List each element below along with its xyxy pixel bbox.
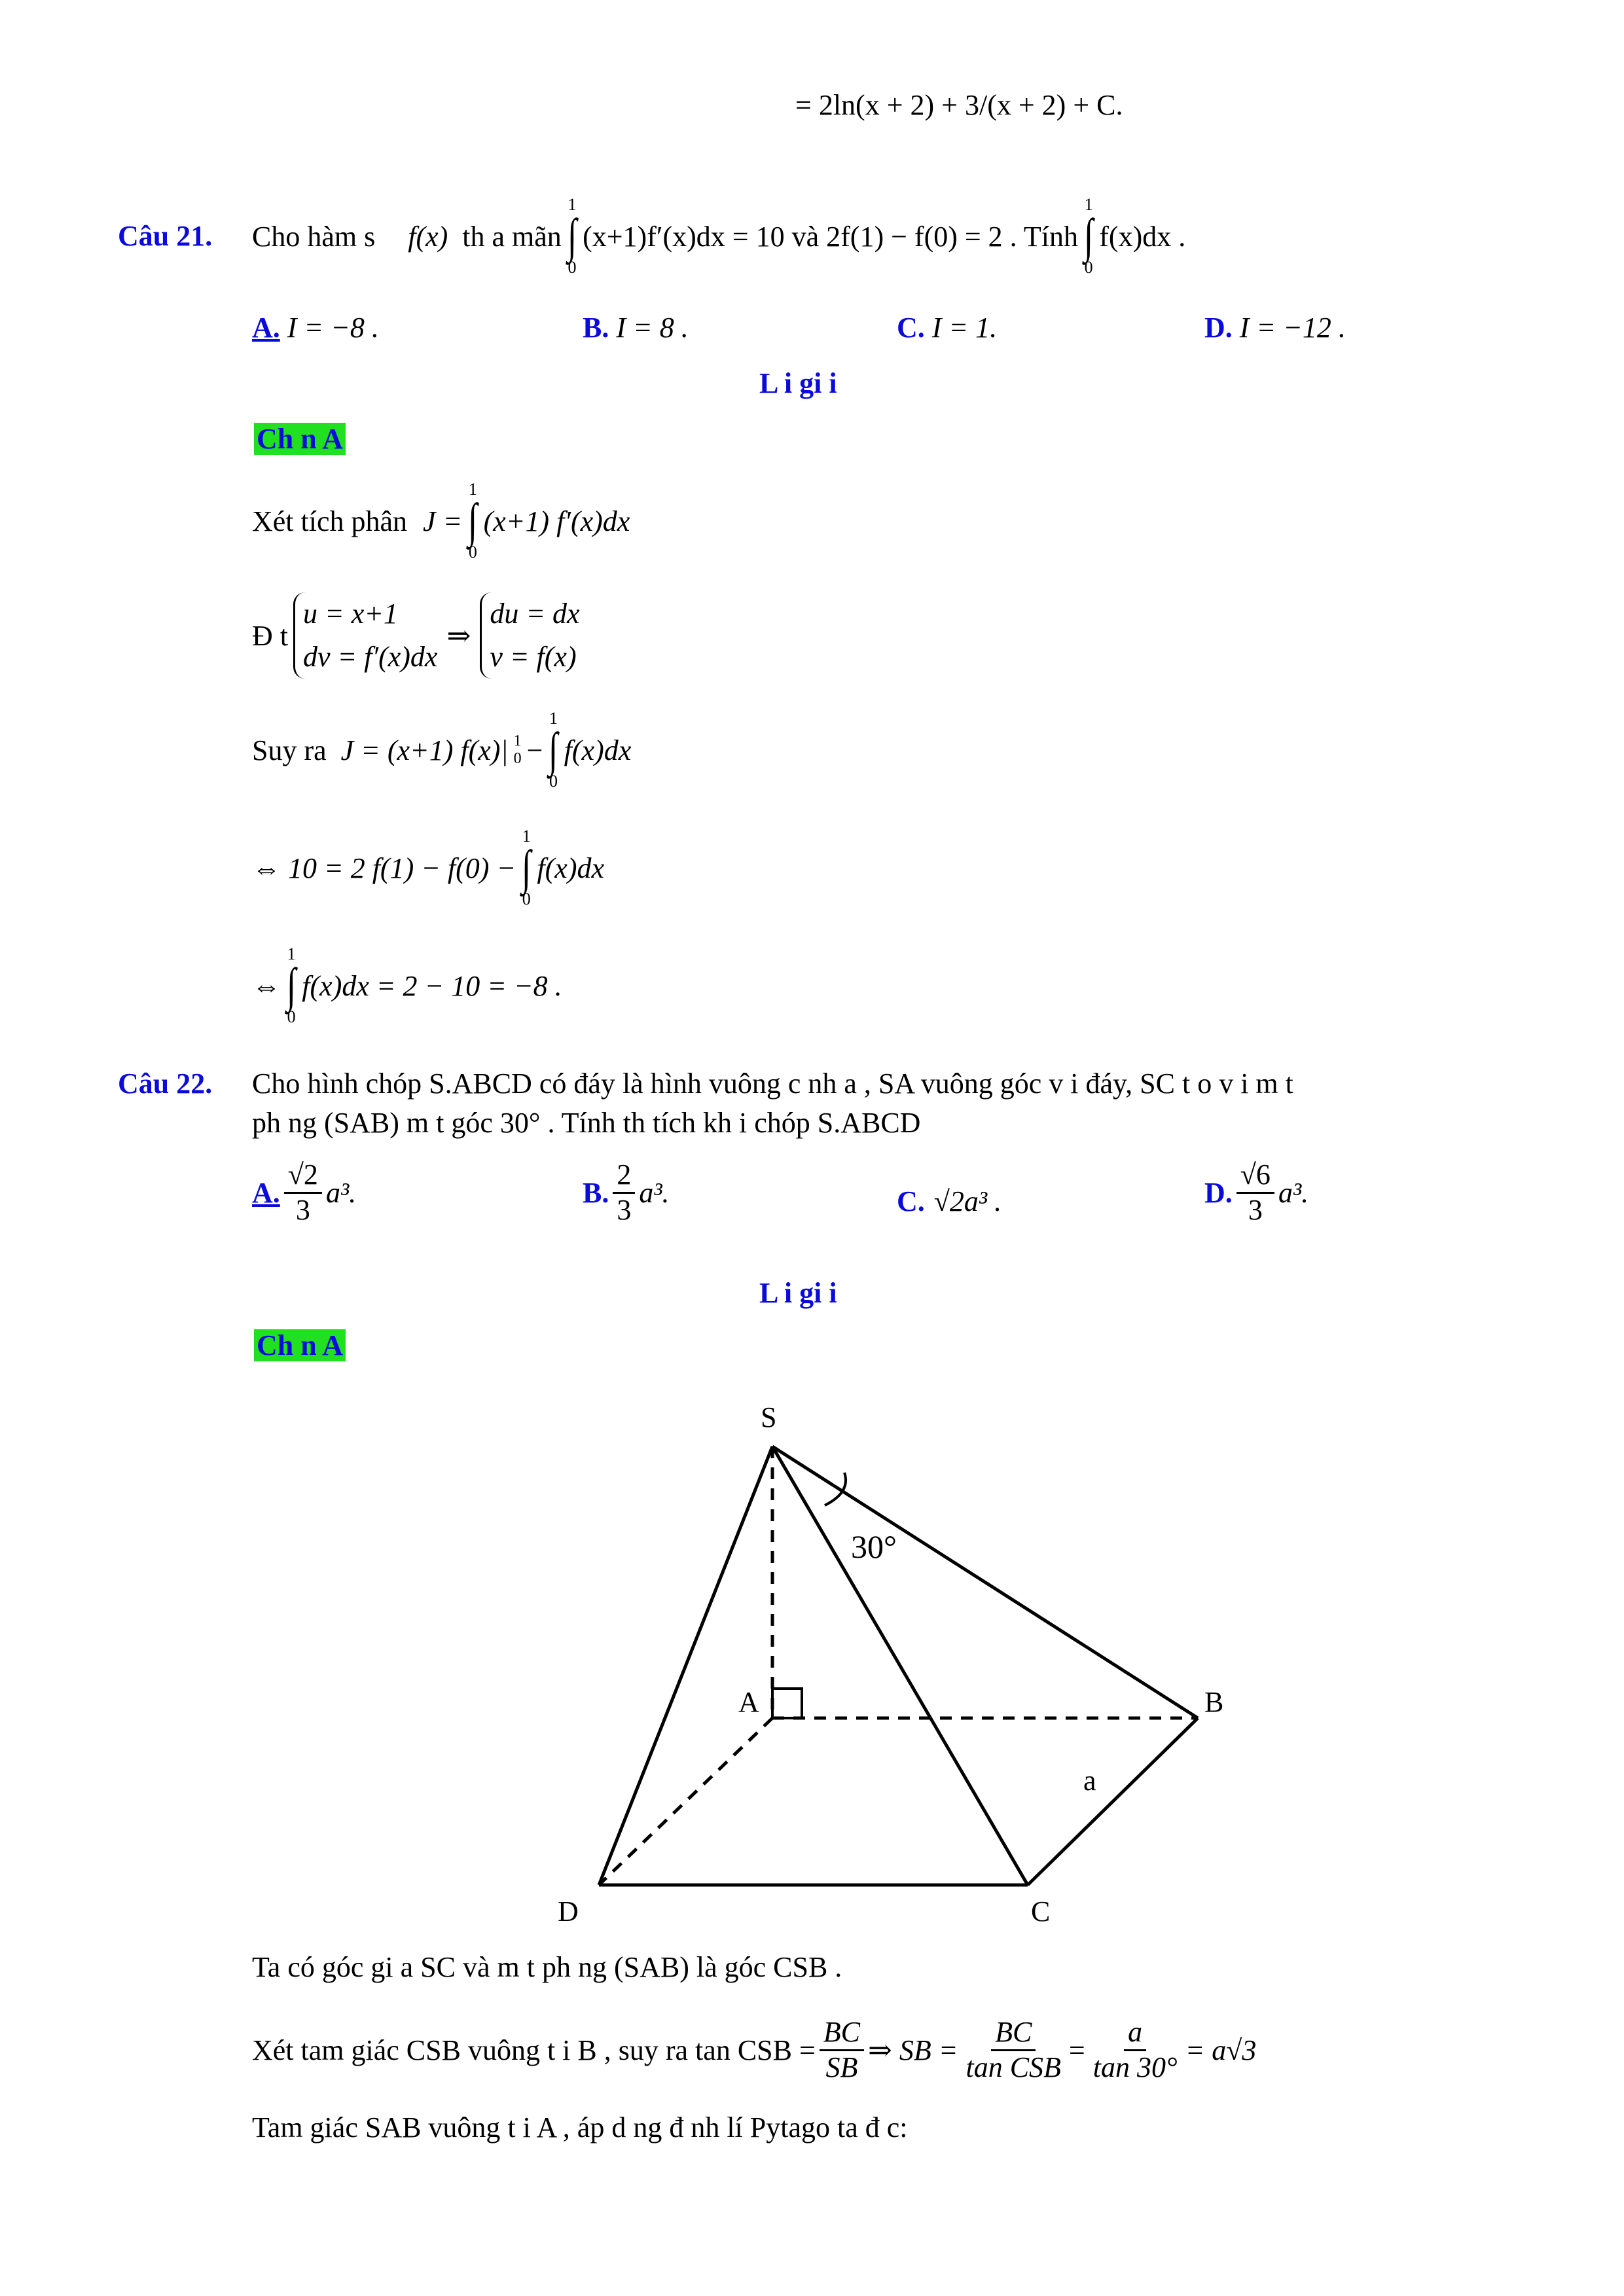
label-S: S [761,1401,777,1433]
q22-para-2: Xét tam giác CSB vuông t i B , suy ra tan CSB = $\frac{BC}{SB}$ ⇒ SB = $\frac{BC}{\text{tan CSB}}$ = $\frac{a}{\tan 30^\circ}$ = a√3 [252,2016,1257,2083]
q22-option-a[interactable]: A. $\frac{√2}{3}$ a³. [252,1158,357,1226]
q22-para-1: Ta có góc gi a SC và m t ph ng (SAB) là góc CSB . [252,1951,842,1983]
right-angle-mark [772,1689,802,1718]
edge-SD [599,1446,772,1885]
top-equation-text: = 2ln(x + 2) + 3/(x + 2) + C. [795,89,1123,121]
q21-text-1: Cho hàm s [252,220,376,253]
q21-text-3: th a mãn [462,220,562,253]
q22-solution-title: L i gi i [759,1277,837,1309]
edge-CB [1028,1718,1198,1885]
label-angle: 30° [851,1528,897,1565]
label-C: C [1031,1895,1051,1928]
q22-option-d[interactable]: D. $\frac{√6}{3}$ a³. [1204,1158,1309,1226]
q22-line-1: Cho hình chóp S.ABCD có đáy là hình vuông c nh a , SA vuông góc v i đáy, SC t o v i m t [252,1067,1293,1100]
q21-option-a[interactable]: A. I = −8 . [252,312,379,344]
edge-SB [772,1446,1198,1718]
q21-step-1: Xét tích phân J = 1 ∫ 0 (x+1) f′(x)dx [252,480,630,562]
question-22-label: Câu 22. [118,1067,213,1100]
integral-sign: 1 ∫ 0 [549,709,558,791]
question-21-label: Câu 21. [118,220,213,252]
q21-fx: f(x) [408,220,448,253]
q21-text-4: (x+1)f′(x)dx = 10 và 2f(1) − f(0) = 2 . Tính [583,220,1078,253]
label-D: D [558,1895,579,1928]
q21-option-b[interactable]: B. I = 8 . [583,312,689,344]
q22-para-3: Tam giác SAB vuông t i A , áp d ng đ nh lí Pytago ta đ c: [252,2111,908,2144]
q21-step-3: Suy ra J = (x+1) f(x)| 1 0 − 1 ∫ 0 f(x)dx [252,709,632,791]
q22-line-2: ph ng (SAB) m t góc 30° . Tính th tích kh i chóp S.ABCD [252,1107,921,1139]
q21-solution-title: L i gi i [759,367,837,399]
integral-sign: 1 ∫ 0 [468,480,478,562]
label-a: a [1083,1765,1096,1797]
label-A: A [738,1686,759,1718]
q21-answer-tag: Ch n A [254,422,346,456]
integral-sign: 1 ∫ 0 [287,944,297,1027]
q21-option-d[interactable]: D. I = −12 . [1204,312,1346,344]
q21-step-4: ⇔ 10 = 2 f(1) − f(0) − 1 ∫ 0 f(x)dx [252,827,605,909]
integral-sign: 1 ∫ 0 [522,827,532,909]
edge-SC [772,1446,1028,1885]
angle-arc [825,1473,846,1505]
q22-option-b[interactable]: B. $\frac{2}{3}$ a³. [583,1158,670,1226]
label-B: B [1204,1686,1224,1718]
q21-text-5: f(x)dx . [1099,220,1186,253]
q21-step-2: Đ t u = x+1 dv = f′(x)dx ⇒ du = dx v = f(x) [252,592,585,679]
q21-step-5: ⇔ 1 ∫ 0 f(x)dx = 2 − 10 = −8 . [252,944,562,1027]
edge-AD [599,1718,772,1885]
integral-sign: 1 ∫ 0 [567,195,577,278]
system-right: du = dx v = f(x) [480,592,579,679]
q21-option-c[interactable]: C. I = 1. [897,312,998,344]
q22-option-c[interactable]: C. √2a³ . [897,1185,1002,1217]
integral-sign: 1 ∫ 0 [1084,195,1094,278]
q22-answer-tag: Ch n A [254,1329,346,1362]
system-left: u = x+1 dv = f′(x)dx [293,592,437,679]
